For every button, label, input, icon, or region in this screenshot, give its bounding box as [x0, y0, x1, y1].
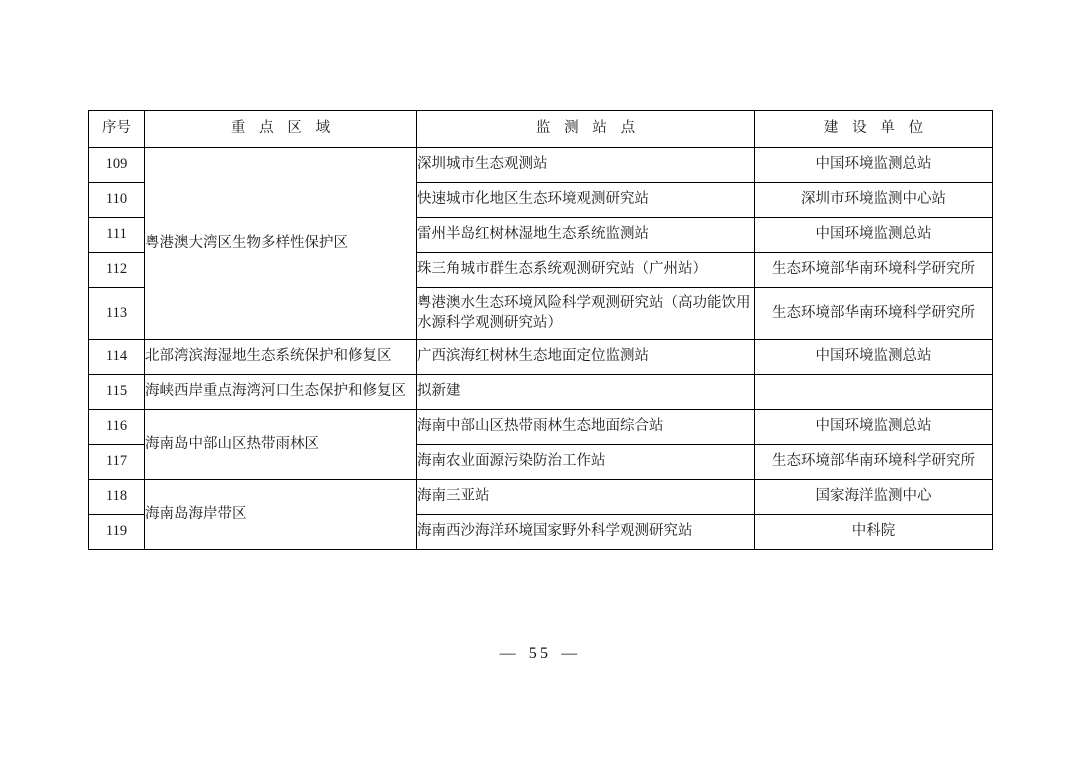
cell-area: 海峡西岸重点海湾河口生态保护和修复区 — [145, 375, 417, 410]
page-number-right-dash: — — [561, 645, 581, 662]
column-header-site: 监 测 站 点 — [417, 111, 755, 148]
cell-no: 119 — [89, 515, 145, 550]
cell-unit: 生态环境部华南环境科学研究所 — [755, 288, 993, 340]
page-number-value: 55 — [528, 645, 552, 662]
table-header — [89, 111, 993, 148]
table-row — [89, 375, 993, 410]
cell-no: 116 — [89, 410, 145, 445]
table-row — [89, 410, 993, 445]
cell-no: 113 — [89, 288, 145, 340]
cell-site: 海南中部山区热带雨林生态地面综合站 — [417, 410, 755, 445]
monitoring-stations-table — [88, 110, 993, 550]
cell-unit: 中国环境监测总站 — [755, 340, 993, 375]
table-row — [89, 480, 993, 515]
cell-area-guangdong-hongkong-macao: 粤港澳大湾区生物多样性保护区 — [145, 148, 417, 340]
cell-no: 109 — [89, 148, 145, 183]
cell-site: 海南三亚站 — [417, 480, 755, 515]
cell-no: 118 — [89, 480, 145, 515]
cell-no: 114 — [89, 340, 145, 375]
cell-site: 拟新建 — [417, 375, 755, 410]
cell-unit: 生态环境部华南环境科学研究所 — [755, 445, 993, 480]
cell-no: 117 — [89, 445, 145, 480]
cell-site: 粤港澳水生态环境风险科学观测研究站（高功能饮用水源科学观测研究站） — [417, 288, 755, 340]
page-number-left-dash: — — [499, 645, 519, 662]
cell-no: 110 — [89, 183, 145, 218]
column-header-unit: 建 设 单 位 — [755, 111, 993, 148]
cell-site: 海南农业面源污染防治工作站 — [417, 445, 755, 480]
table-row — [89, 340, 993, 375]
table-header-row — [89, 111, 993, 148]
column-header-area: 重 点 区 域 — [145, 111, 417, 148]
cell-unit: 中科院 — [755, 515, 993, 550]
cell-area-hainan-coast: 海南岛海岸带区 — [145, 480, 417, 550]
cell-unit: 中国环境监测总站 — [755, 148, 993, 183]
cell-unit: 国家海洋监测中心 — [755, 480, 993, 515]
cell-site: 海南西沙海洋环境国家野外科学观测研究站 — [417, 515, 755, 550]
table-row — [89, 148, 993, 183]
cell-area-hainan-mountain: 海南岛中部山区热带雨林区 — [145, 410, 417, 480]
cell-area: 北部湾滨海湿地生态系统保护和修复区 — [145, 340, 417, 375]
cell-site: 雷州半岛红树林湿地生态系统监测站 — [417, 218, 755, 253]
cell-unit: 生态环境部华南环境科学研究所 — [755, 253, 993, 288]
cell-no: 111 — [89, 218, 145, 253]
page-number — [0, 645, 1080, 663]
cell-site: 快速城市化地区生态环境观测研究站 — [417, 183, 755, 218]
cell-unit — [755, 375, 993, 410]
cell-unit: 中国环境监测总站 — [755, 218, 993, 253]
cell-no: 115 — [89, 375, 145, 410]
column-header-no: 序号 — [89, 111, 145, 148]
cell-site: 深圳城市生态观测站 — [417, 148, 755, 183]
cell-unit: 中国环境监测总站 — [755, 410, 993, 445]
cell-unit: 深圳市环境监测中心站 — [755, 183, 993, 218]
cell-site: 广西滨海红树林生态地面定位监测站 — [417, 340, 755, 375]
table-body — [89, 148, 993, 550]
cell-no: 112 — [89, 253, 145, 288]
cell-site: 珠三角城市群生态系统观测研究站（广州站） — [417, 253, 755, 288]
monitoring-stations-table-wrapper — [88, 110, 992, 550]
